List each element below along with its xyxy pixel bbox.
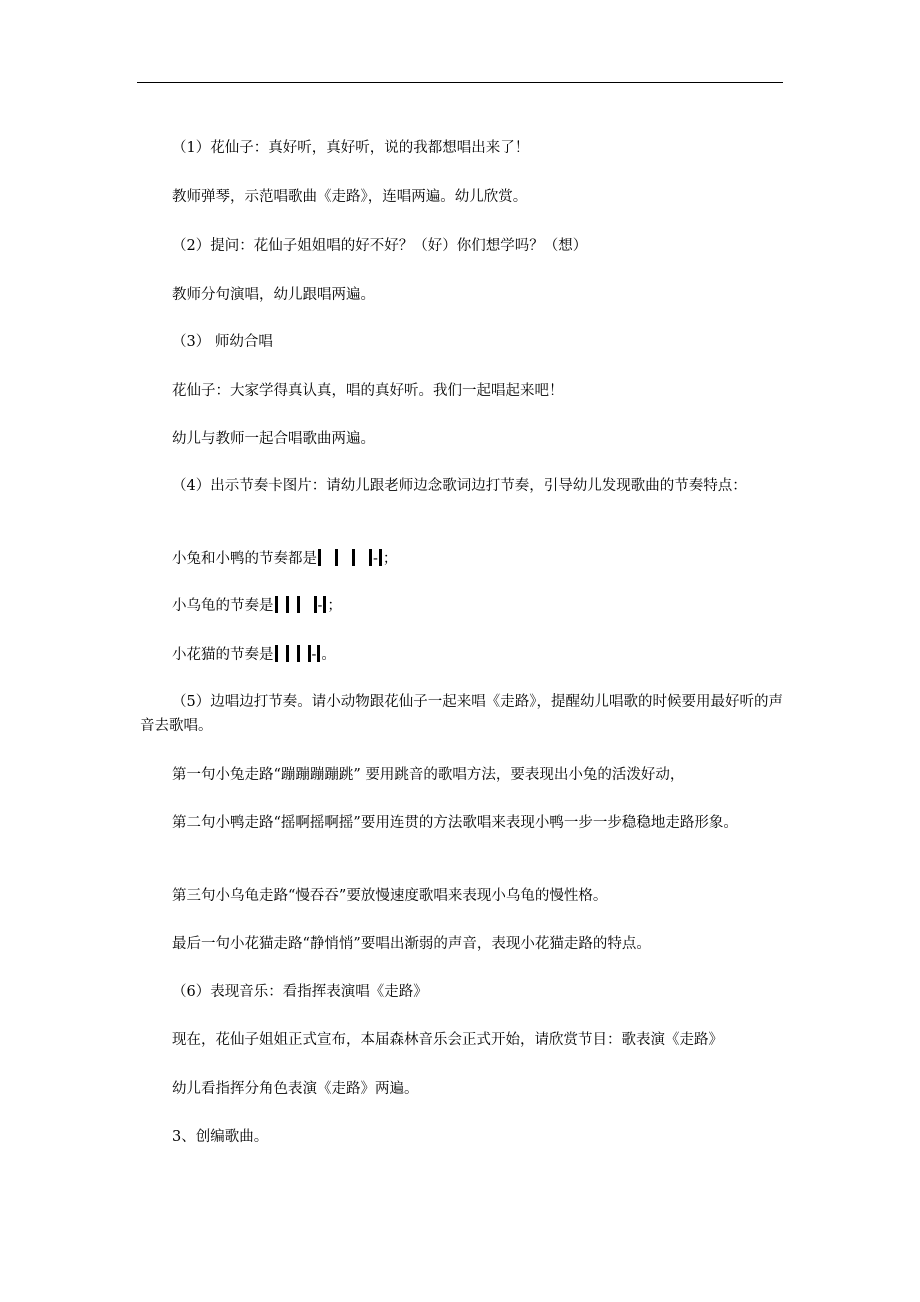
paragraph-7: 幼儿与教师一起合唱歌曲两遍。 xyxy=(172,431,375,447)
rhythm-bar xyxy=(275,596,278,613)
paragraph-8: （4）出示节奏卡图片：请幼儿跟老师边念歌词边打节奏，引导幼儿发现歌曲的节奏特点： xyxy=(172,478,747,494)
rhythm-bar xyxy=(317,645,320,662)
paragraph-14: 第二句小鸭走路“摇啊摇啊摇”要用连贯的方法歌唱来表现小鸭一步一步稳稳地走路形象。 xyxy=(172,815,738,831)
rhythm-bar xyxy=(352,549,355,566)
rhythm-bar xyxy=(286,645,289,662)
paragraph-15: 第三句小乌龟走路“慢吞吞”要放慢速度歌唱来表现小乌龟的慢性格。 xyxy=(172,888,608,904)
rhythm-dash: - xyxy=(317,598,323,614)
rhythm-bar xyxy=(297,645,300,662)
rhythm-line-turtle xyxy=(172,594,820,618)
rhythm-line-cat xyxy=(172,643,820,667)
paragraph-19: 幼儿看指挥分角色表演《走路》两遍。 xyxy=(172,1081,419,1097)
rhythm-bar xyxy=(297,596,300,613)
rhythm-dash: - xyxy=(311,647,317,663)
rhythm-line-rabbit-duck xyxy=(172,547,820,571)
rhythm-bar xyxy=(275,645,278,662)
paragraph-16: 最后一句小花猫走路“静悄悄”要唱出渐弱的声音，表现小花猫走路的特点。 xyxy=(172,936,651,952)
rhythm-bar xyxy=(308,645,311,662)
paragraph-1: （1）花仙子：真好听，真好听，说的我都想唱出来了！ xyxy=(172,140,530,156)
rhythm-end: ； xyxy=(382,551,398,567)
rhythm-bar xyxy=(318,549,321,566)
rhythm-label: 小兔和小鸭的节奏都是 xyxy=(172,551,317,567)
paragraph-3: （2）提问：花仙子姐姐唱的好不好？（好）你们想学吗？（想） xyxy=(172,238,588,254)
paragraph-18: 现在，花仙子姐姐正式宣布，本届森林音乐会正式开始，请欣赏节目：歌表演《走路》 xyxy=(172,1032,723,1048)
paragraph-13: 第一句小兔走路“蹦蹦蹦蹦跳” 要用跳音的歌唱方法，要表现出小兔的活泼好动， xyxy=(172,767,685,783)
rhythm-end: ； xyxy=(327,598,342,614)
rhythm-label: 小花猫的节奏是 xyxy=(172,647,274,663)
rhythm-bar xyxy=(286,596,289,613)
rhythm-bar xyxy=(379,549,382,566)
paragraph-4: 教师分句演唱，幼儿跟唱两遍。 xyxy=(172,287,375,303)
rhythm-end: 。 xyxy=(321,647,336,663)
rhythm-bar xyxy=(369,549,372,566)
rhythm-label: 小乌龟的节奏是 xyxy=(172,598,274,614)
rhythm-bar xyxy=(335,549,338,566)
paragraph-2: 教师弹琴，示范唱歌曲《走路》，连唱两遍。幼儿欣赏。 xyxy=(172,189,528,205)
rhythm-bar xyxy=(314,596,317,613)
rhythm-bar xyxy=(323,596,326,613)
paragraph-17: （6）表现音乐：看指挥表演唱《走路》 xyxy=(172,984,428,1000)
paragraph-20: 3、创编歌曲。 xyxy=(172,1129,269,1145)
rhythm-dash: - xyxy=(373,551,378,567)
paragraph-12: （5）边唱边打节奏。请小动物跟花仙子一起来唱《走路》，提醒幼儿唱歌的时候要用最好听的声音去歌唱。 xyxy=(140,694,783,734)
paragraph-5: （3） 师幼合唱 xyxy=(172,334,273,350)
header-rule xyxy=(137,82,783,83)
paragraph-6: 花仙子：大家学得真认真，唱的真好听。我们一起唱起来吧！ xyxy=(172,383,564,399)
